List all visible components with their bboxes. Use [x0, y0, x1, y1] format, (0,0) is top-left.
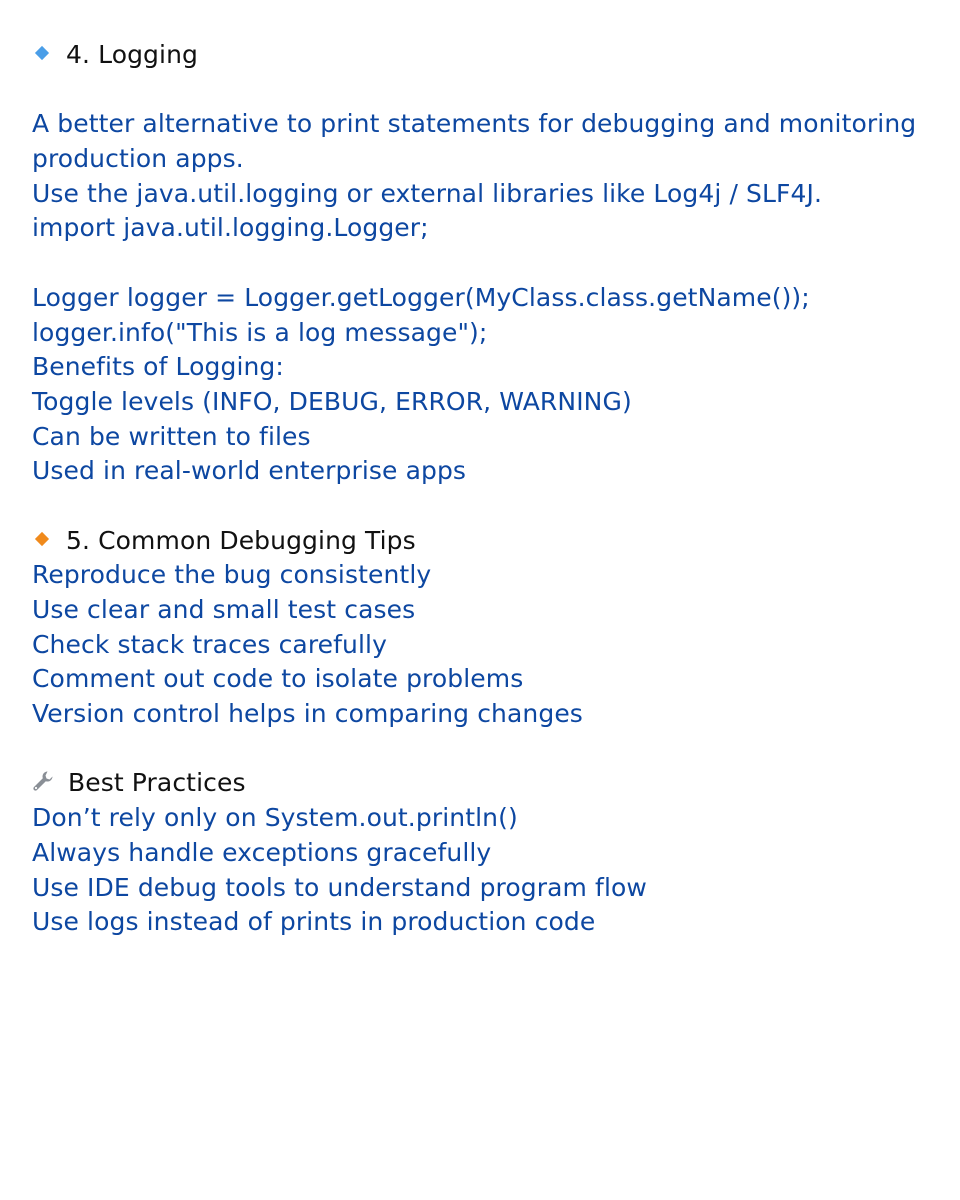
tips-heading-line [32, 524, 932, 559]
tip-item: Comment out code to isolate problems [32, 664, 524, 694]
tips-heading: 5. Common Debugging Tips [66, 525, 416, 555]
logging-heading-line [32, 38, 932, 73]
best-practices-heading: Best Practices [68, 768, 246, 798]
wrench-icon [32, 770, 54, 792]
spacer [32, 732, 932, 767]
best-practice-item: Don’t rely only on System.out.println() [32, 803, 518, 833]
best-practices-heading-line [32, 766, 932, 801]
logging-benefit-item: Can be written to files [32, 421, 311, 451]
best-practice-item: Use IDE debug tools to understand program flow [32, 872, 647, 902]
logging-heading: 4. Logging [66, 40, 198, 69]
best-practice-item: Always handle exceptions gracefully [32, 837, 492, 867]
logging-intro-line: A better alternative to print statements for debugging and monitoring [32, 109, 917, 139]
tip-item: Version control helps in comparing changes [32, 699, 583, 729]
spacer [32, 246, 932, 281]
logging-benefit-item: Toggle levels (INFO, DEBUG, ERROR, WARNING) [32, 386, 632, 416]
best-practice-item: Use logs instead of prints in production code [32, 907, 596, 937]
logging-code-line: logger.info("This is a log message"); [32, 317, 488, 347]
logging-code-line: Logger logger = Logger.getLogger(MyClass.class.getName()); [32, 282, 810, 312]
orange-diamond-icon [35, 532, 49, 546]
logging-intro-line: production apps. [32, 144, 244, 174]
tip-item: Use clear and small test cases [32, 595, 416, 624]
tip-item: Check stack traces carefully [32, 629, 387, 659]
spacer [32, 489, 932, 524]
tip-item: Reproduce the bug consistently [32, 560, 432, 590]
logging-import-line: import java.util.logging.Logger; [32, 213, 429, 243]
document-page [32, 38, 932, 940]
spacer [32, 73, 932, 108]
logging-benefits-title: Benefits of Logging: [32, 352, 284, 382]
logging-intro-line: Use the java.util.logging or external libraries like Log4j / SLF4J. [32, 178, 823, 208]
blue-diamond-icon [35, 46, 49, 60]
logging-benefit-item: Used in real-world enterprise apps [32, 456, 467, 486]
